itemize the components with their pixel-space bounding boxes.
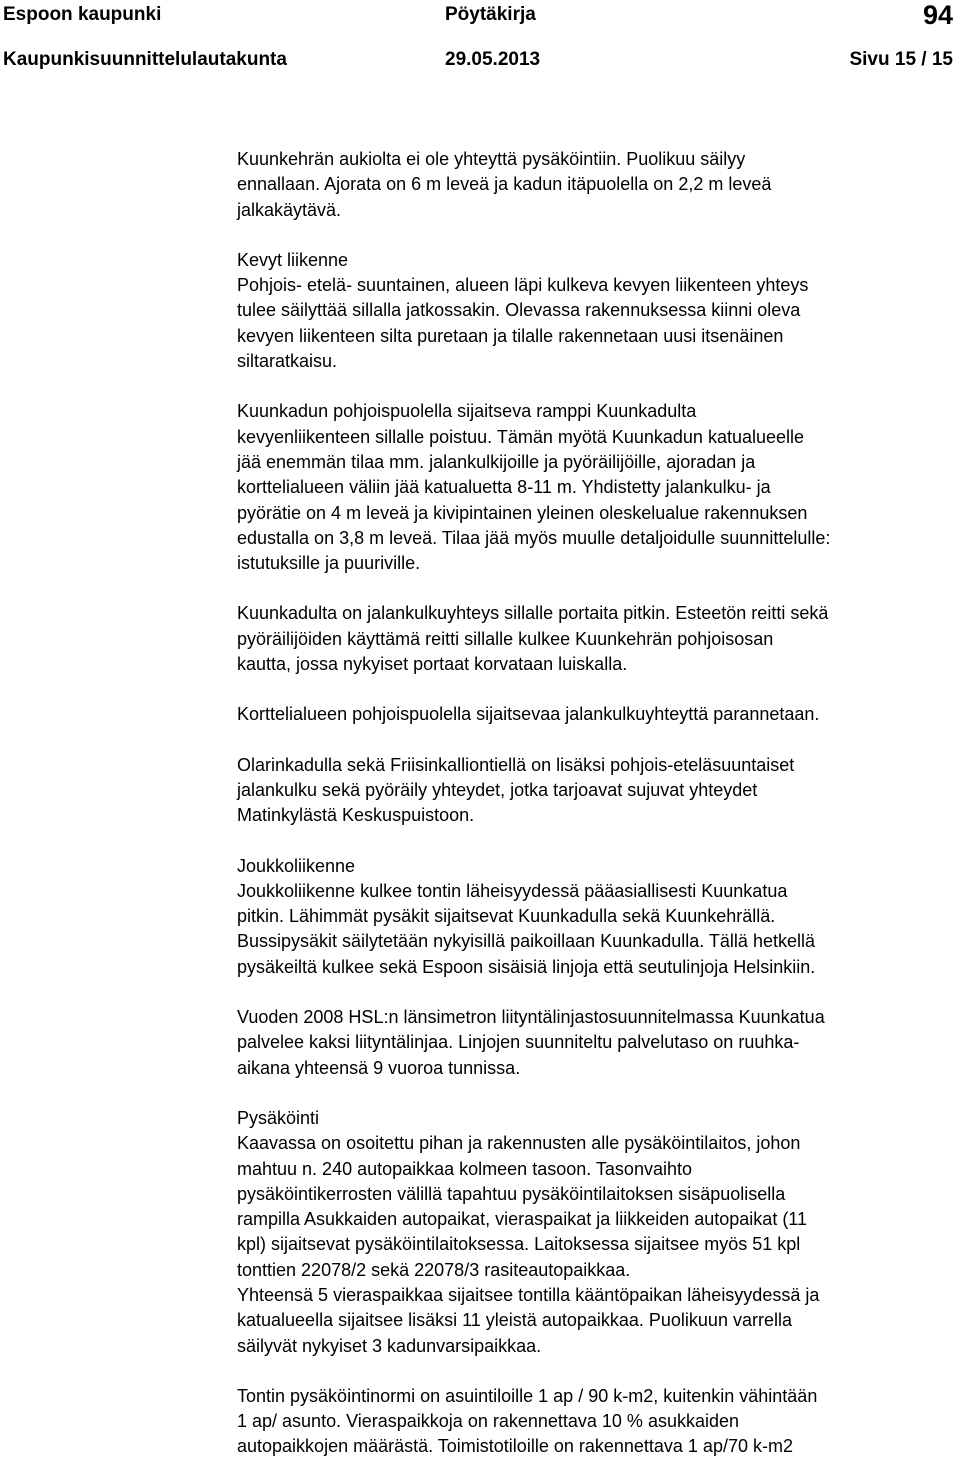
text-line: tulee säilyttää sillalla jatkossakin. Olevassa rakennuksessa kiinni oleva (237, 300, 801, 321)
text-line: Pysäköinti (237, 1107, 320, 1128)
text-line: Pohjois- etelä- suuntainen, alueen läpi kulkeva kevyen liikenteen yhteys (237, 275, 809, 296)
text-line: Olarinkadulla sekä Friisinkalliontiellä on lisäksi pohjois-eteläsuuntaiset (237, 754, 795, 775)
text-line: jalkakäytävä. (237, 199, 342, 220)
paragraph (237, 1106, 959, 1359)
header-row-top (0, 0, 960, 30)
text-line: rampilla Asukkaiden autopaikat, vieraspaikat ja liikkeiden autopaikat (11 (237, 1209, 807, 1230)
text-line: kevyenliikenteen sillalle poistuu. Tämän myötä Kuunkadun katualueelle (237, 426, 805, 447)
paragraph-gap (237, 980, 959, 1005)
text-line: Kuunkehrän aukiolta ei ole yhteyttä pysäköintiin. Puolikuu säilyy (237, 149, 746, 169)
text-line: kevyen liikenteen silta puretaan ja tilalle rakennetaan uusi itsenäinen (237, 325, 784, 346)
text-line: Kevyt liikenne (237, 249, 349, 270)
text-line: pysäkeiltä kulkee sekä Espoon sisäisiä linjoja että seutulinjoja Helsinkiin. (237, 956, 816, 977)
paragraph (237, 1005, 959, 1081)
paragraph-gap (237, 374, 959, 399)
text-line: palvelee kaksi liityntälinjaa. Linjojen suunniteltu palvelutaso on ruuhka- (237, 1032, 800, 1053)
paragraph-gap (237, 1359, 959, 1384)
text-line: 1 ap/ asunto. Vieraspaikkoja on rakennettava 10 % asukkaiden (237, 1411, 740, 1432)
document-type: Pöytäkirja (445, 4, 536, 25)
text-line: pitkin. Lähimmät pysäkit sijaitsevat Kuunkadulla sekä Kuunkehrällä. (237, 906, 776, 927)
text-line: kpl) sijaitsevat pysäköintilaitoksessa. Laitoksessa sijaitsee myös 51 kpl (237, 1234, 801, 1255)
text-line: Kuunkadulta on jalankulkuyhteys sillalle portaita pitkin. Esteetön reitti sekä (237, 603, 829, 624)
text-line: ennallaan. Ajorata on 6 m leveä ja kadun itäpuolella on 2,2 m leveä (237, 174, 772, 195)
paragraph (237, 399, 959, 576)
text-line: säilyvät nykyiset 3 kadunvarsipaikkaa. (237, 1335, 542, 1356)
section-number: 94 (922, 0, 953, 30)
text-line: Bussipysäkit säilytetään nykyisillä paikoillaan Kuunkadulla. Tällä hetkellä (237, 931, 815, 952)
paragraph (237, 248, 959, 374)
text-line: korttelialueen väliin jää katualuetta 8-11 m. Yhdistetty jalankulku- ja (237, 477, 771, 498)
text-line: tonttien 22078/2 sekä 22078/3 rasiteautopaikkaa. (237, 1259, 631, 1280)
text-line: mahtuu n. 240 autopaikkaa kolmeen tasoon. Tasonvaihto (237, 1158, 692, 1179)
text-line: Tontin pysäköintinormi on asuintiloille 1 ap / 90 k-m2, kuitenkin vähintään (237, 1385, 818, 1406)
text-line: Korttelialueen pohjoispuolella sijaitsevaa jalankulkuyhteyttä parannetaan. (237, 704, 820, 725)
paragraph-gap (237, 1081, 959, 1106)
text-line: katualueella sijaitsee lisäksi 11 yleistä autopaikkaa. Puolikuun varrella (237, 1310, 792, 1331)
meeting-date: 29.05.2013 (445, 49, 541, 70)
text-line: Kaavassa on osoitettu pihan ja rakennusten alle pysäköintilaitos, johon (237, 1133, 801, 1154)
text-line: jää enemmän tilaa mm. jalankulkijoille ja pyöräilijöille, ajoradan ja (237, 451, 756, 472)
text-line: Joukkoliikenne kulkee tontin läheisyydessä pääasiallisesti Kuunkatua (237, 880, 788, 901)
text-line: pyöräilijöiden käyttämä reitti sillalle kulkee Kuunkehrän pohjoisosan (237, 628, 774, 649)
paragraph-gap (237, 576, 959, 601)
municipality-name: Espoon kaupunki (3, 4, 162, 25)
text-line: kautta, jossa nykyiset portaat korvataan luiskalla. (237, 654, 628, 675)
text-line: siltaratkaisu. (237, 351, 338, 372)
paragraph-gap (237, 829, 959, 854)
document-body (237, 147, 959, 1460)
text-line: Yhteensä 5 vieraspaikkaa sijaitsee tontilla kääntöpaikan läheisyydessä ja (237, 1284, 820, 1305)
text-line: istutuksille ja puuriville. (237, 553, 421, 574)
text-line: jalankulku sekä pyöräily yhteydet, jotka tarjoavat sujuvat yhteydet (237, 779, 758, 800)
text-line: Vuoden 2008 HSL:n länsimetron liityntälinjastosuunnitelmassa Kuunkatua (237, 1007, 825, 1028)
paragraph (237, 601, 959, 677)
paragraph (237, 854, 959, 980)
paragraph (237, 147, 959, 223)
paragraph-gap (237, 223, 959, 248)
text-line: aikana yhteensä 9 vuoroa tunnissa. (237, 1057, 521, 1078)
paragraph-gap (237, 728, 959, 753)
page-number: Sivu 15 / 15 (849, 49, 953, 70)
text-line: Matinkylästä Keskuspuistoon. (237, 805, 475, 826)
text-line: edustalla on 3,8 m leveä. Tilaa jää myös muulle detaljoidulle suunnittelulle: (237, 527, 831, 548)
header-row-bottom (0, 45, 960, 75)
text-line: pyörätie on 4 m leveä ja kivipintainen yleinen oleskelualue rakennuksen (237, 502, 808, 523)
text-line: Kuunkadun pohjoispuolella sijaitseva ramppi Kuunkadulta (237, 401, 697, 422)
paragraph (237, 753, 959, 829)
paragraph-gap (237, 677, 959, 702)
committee-name: Kaupunkisuunnittelulautakunta (3, 49, 287, 70)
text-line: Joukkoliikenne (237, 855, 356, 876)
text-line: pysäköintikerrosten välillä tapahtuu pysäköintilaitoksen sisäpuolisella (237, 1183, 786, 1204)
paragraph (237, 1384, 959, 1460)
text-line: autopaikkojen määrästä. Toimistotiloille on rakennettava 1 ap/70 k-m2 (237, 1436, 793, 1457)
paragraph (237, 702, 959, 727)
